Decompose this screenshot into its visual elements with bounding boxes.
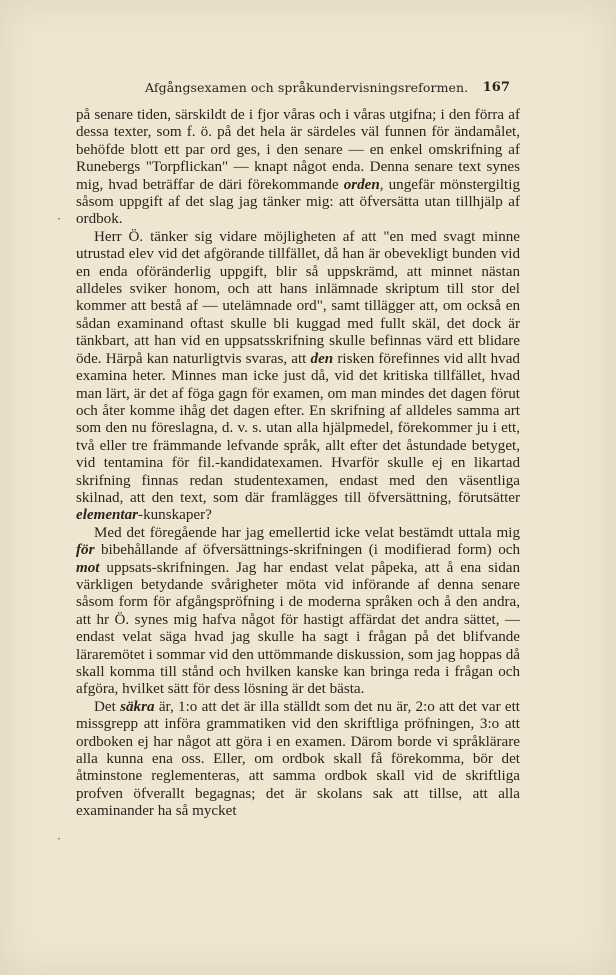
paragraph-text: , ungefär mönstergiltig såsom uppgift af det slag jag tänker mig: att öfversätta utan tillhjälp af ordbok. — [76, 176, 520, 228]
margin-dot: · — [57, 212, 61, 226]
paragraph-text: Med det föregående har jag emellertid icke velat bestämdt uttala mig — [94, 524, 520, 541]
paragraph-text: på senare tiden, särskildt de i fjor våras och i våras utgifna; i den förra af dessa texter, som f. ö. på det hela är särdeles väl funnen för ändamålet, behöfde blott ett par ord ges, i den senare — en enkel omskrifning af Runebergs "Torpflickan" — knapt något enda. Denna senare text synes mig, hvad beträffar de däri förekommande — [76, 107, 520, 193]
margin-dot: · — [57, 832, 61, 846]
paragraph-text: bibehållande af öfversättnings-skrifningen (i modifierad form) och — [94, 542, 520, 559]
paragraph-text: är, 1:o att det är illa ställdt som det nu är, 2:o att det var ett missgrepp att införa grammatiken vid den skriftliga pröfningen, 3:o att ordboken ej har något att göra i en examen. Därom borde vi språklärare alla kunna ena oss. Eller, om ordbok skall få förekomma, bör det åtminstone reglementeras, att samma ordbok skall vid de skriftliga profven öfverallt begagnas; det är skolans sak att tillse, att alla examinander ha så mycket — [76, 698, 520, 820]
paragraph-text: uppsats-skrifningen. Jag har endast velat påpeka, att å ena sidan värkligen betydande svårigheter möta vid införande af denna senare såsom form för afgångspröfning i de moderna språken och å den andra, att hr Ö. synes mig hafva något för hastigt affärdat det andra sättet, — endast velat säga hvad jag skulle ha sagt i frågan på det blifvande läraremötet i sommar vid den uttömmande diskussion, som jag hoppas då skall komma till stånd och hvilken kanske kan bringa reda i frågan och afgöra, hvilket sätt för dess lösning är det bästa. — [76, 559, 520, 698]
paragraph-text: risken förefinnes vid allt hvad examina heter. Minnes man icke just då, vid det kritiska tillfället, hvad man lärt, är det af föga gagn för examen, om man mindes det dagen förut och åter komme ihåg det dagen efter. En skrifning af alldeles samma art som den nu föreslagna, d. v. s. utan alla hjälpmedel, förekommer ju i ett, två eller tre främmande lefvande språk, allt efter det åstundade betyget, vid tentamina för fil.-kandidatexamen. Hvarför skulle ej en likartad skrifning finnas redan studentexamen, endast med den väsentliga skilnad, att den text, som där framlägges till öfversättning, förutsätter — [76, 350, 520, 506]
emphasis-text: mot — [76, 559, 100, 576]
paragraph — [76, 525, 520, 699]
paragraph — [76, 699, 520, 821]
emphasis-text: elementar — [76, 507, 139, 524]
paragraph — [76, 229, 520, 525]
page-number: 167 — [482, 80, 510, 95]
emphasis-text: orden — [343, 176, 380, 193]
paragraph-text: -kunskaper? — [138, 507, 212, 524]
paragraph-text: Det — [94, 698, 121, 715]
emphasis-text: för — [76, 542, 95, 559]
body-text — [76, 107, 520, 821]
emphasis-text: den — [310, 350, 334, 367]
emphasis-text: säkra — [120, 698, 155, 715]
paragraph — [76, 107, 520, 229]
running-title: Afgångsexamen och språkundervisningsreformen. — [145, 80, 469, 95]
paragraph-text: Herr Ö. tänker sig vidare möjligheten af att "en med svagt minne utrustad elev vid det afgörande tillfället, då han är obevekligt bunden vid en enda oföränderlig uppgift, blir så uppskrämd, att minnet nästan alldeles sviker honom, och att hans inlämnade skriptum till stor del kommer att bestå af — utelämnade ord", samt tillägger att, om också en sådan examinand oftast skulle bli kuggad med fullt skäl, det dock är tänkbart, att han vid en uppsatsskrifning skulle befinnas värd ett blidare öde. Härpå kan naturligtvis svaras, att — [76, 228, 520, 367]
